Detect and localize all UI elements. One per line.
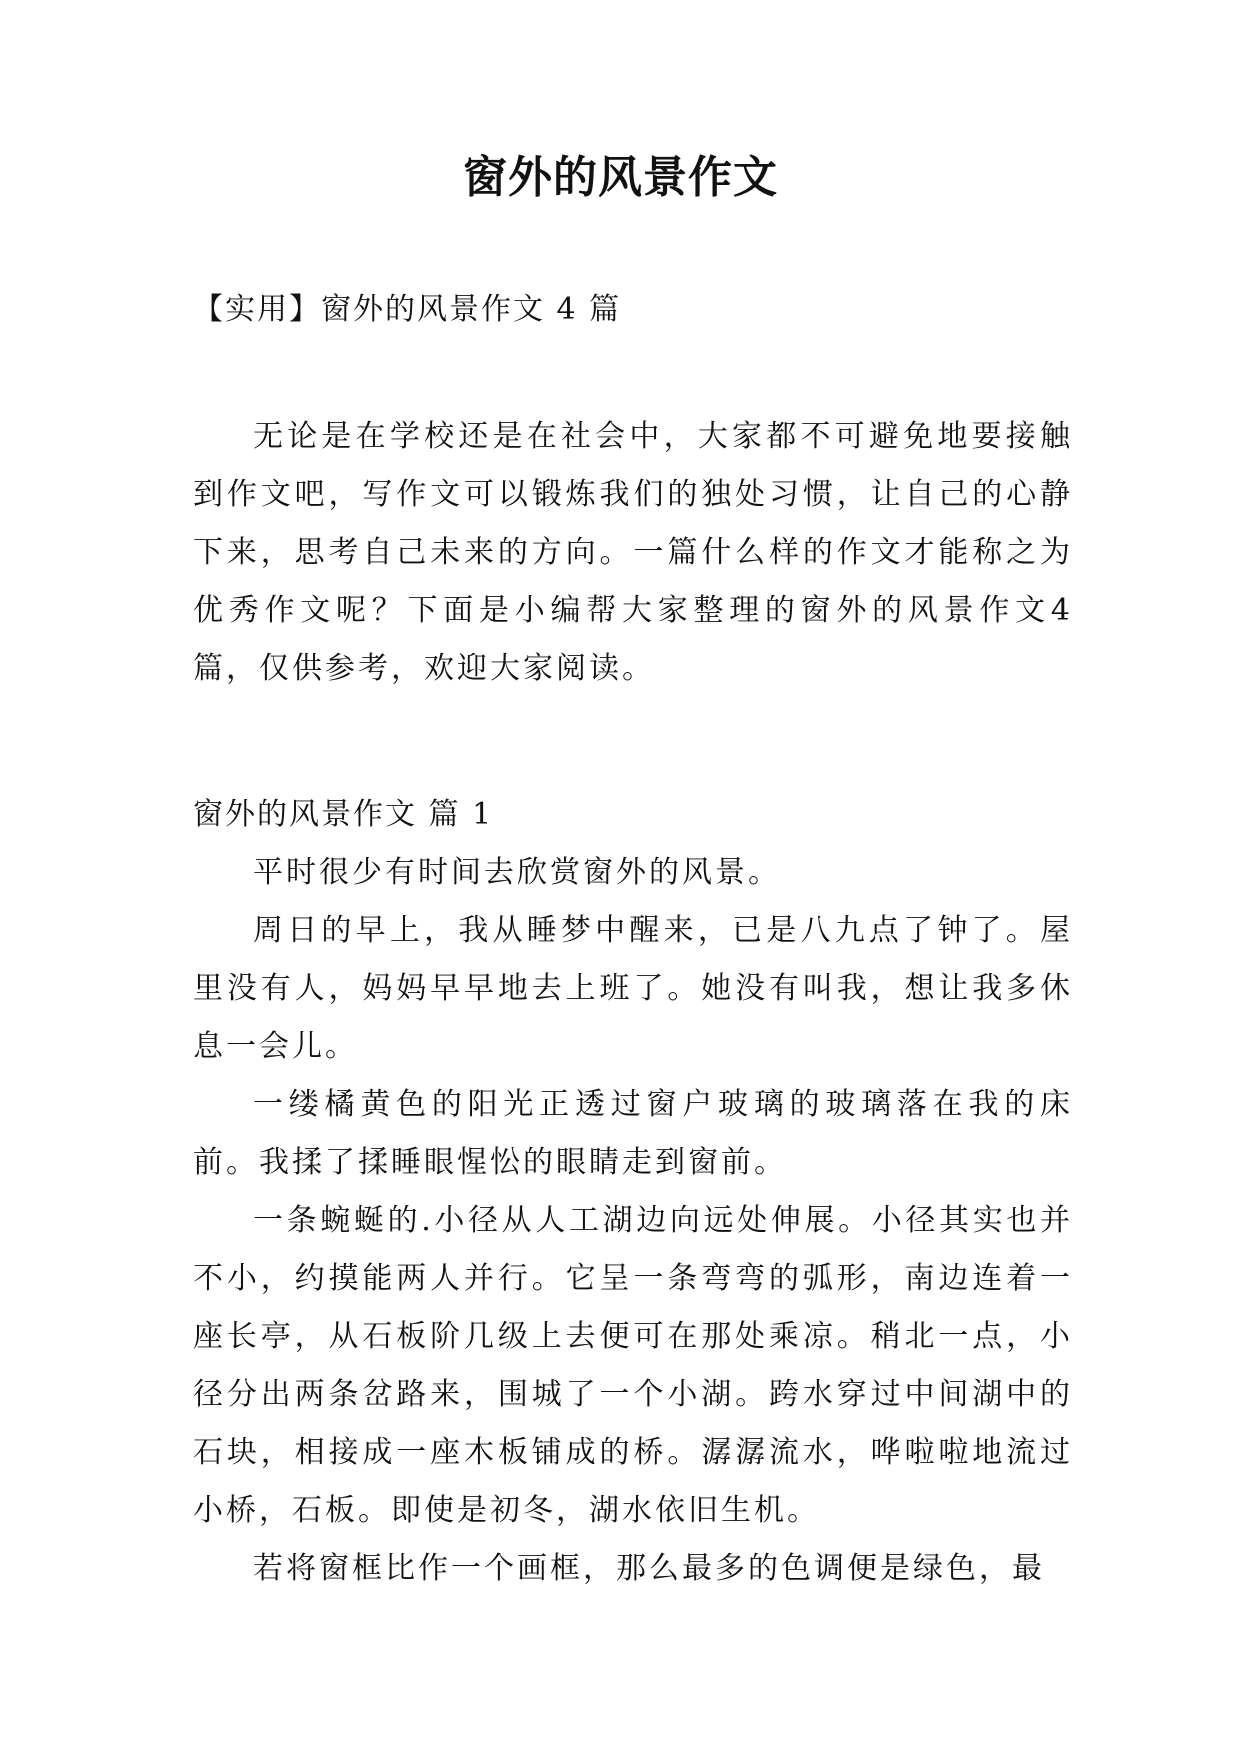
- section-heading: 窗外的风景作文 篇 1: [193, 797, 494, 832]
- body-paragraph: 若将窗框比作一个画框，那么最多的色调便是绿色，最: [253, 1551, 1045, 1586]
- body-paragraph: 平时很少有时间去欣赏窗外的风景。: [253, 855, 781, 890]
- body-paragraph: 周日的早上，我从睡梦中醒来，已是八九点了钟了。屋里没有人，妈妈早早地去上班了。她没有叫我，想让我多休息一会儿。: [193, 913, 1073, 1064]
- intro-paragraph: 无论是在学校还是在社会中，大家都不可避免地要接触到作文吧，写作文可以锻炼我们的独处习惯，让自己的心静下来，思考自己未来的方向。一篇什么样的作文才能称之为优秀作文呢？下面是小编帮大家整理的窗外的风景作文4篇，仅供参考，欢迎大家阅读。: [193, 419, 1073, 686]
- document-body: [193, 408, 1073, 1598]
- body-paragraph: 一条蜿蜒的.小径从人工湖边向远处伸展。小径其实也并不小，约摸能两人并行。它呈一条弯弯的弧形，南边连着一座长亭，从石板阶几级上去便可在那处乘凉。稍北一点，小径分出两条岔路来，围城了一个小湖。跨水穿过中间湖中的石块，相接成一座木板铺成的桥。潺潺流水，哗啦啦地流过小桥，石板。即使是初冬，湖水依旧生机。: [193, 1203, 1073, 1528]
- document-subtitle: 【实用】窗外的风景作文 4 篇: [193, 292, 622, 327]
- document-title: 窗外的风景作文: [463, 152, 778, 203]
- body-paragraph: 一缕橘黄色的阳光正透过窗户玻璃的玻璃落在我的床前。我揉了揉睡眼惺忪的眼睛走到窗前。: [193, 1087, 1073, 1180]
